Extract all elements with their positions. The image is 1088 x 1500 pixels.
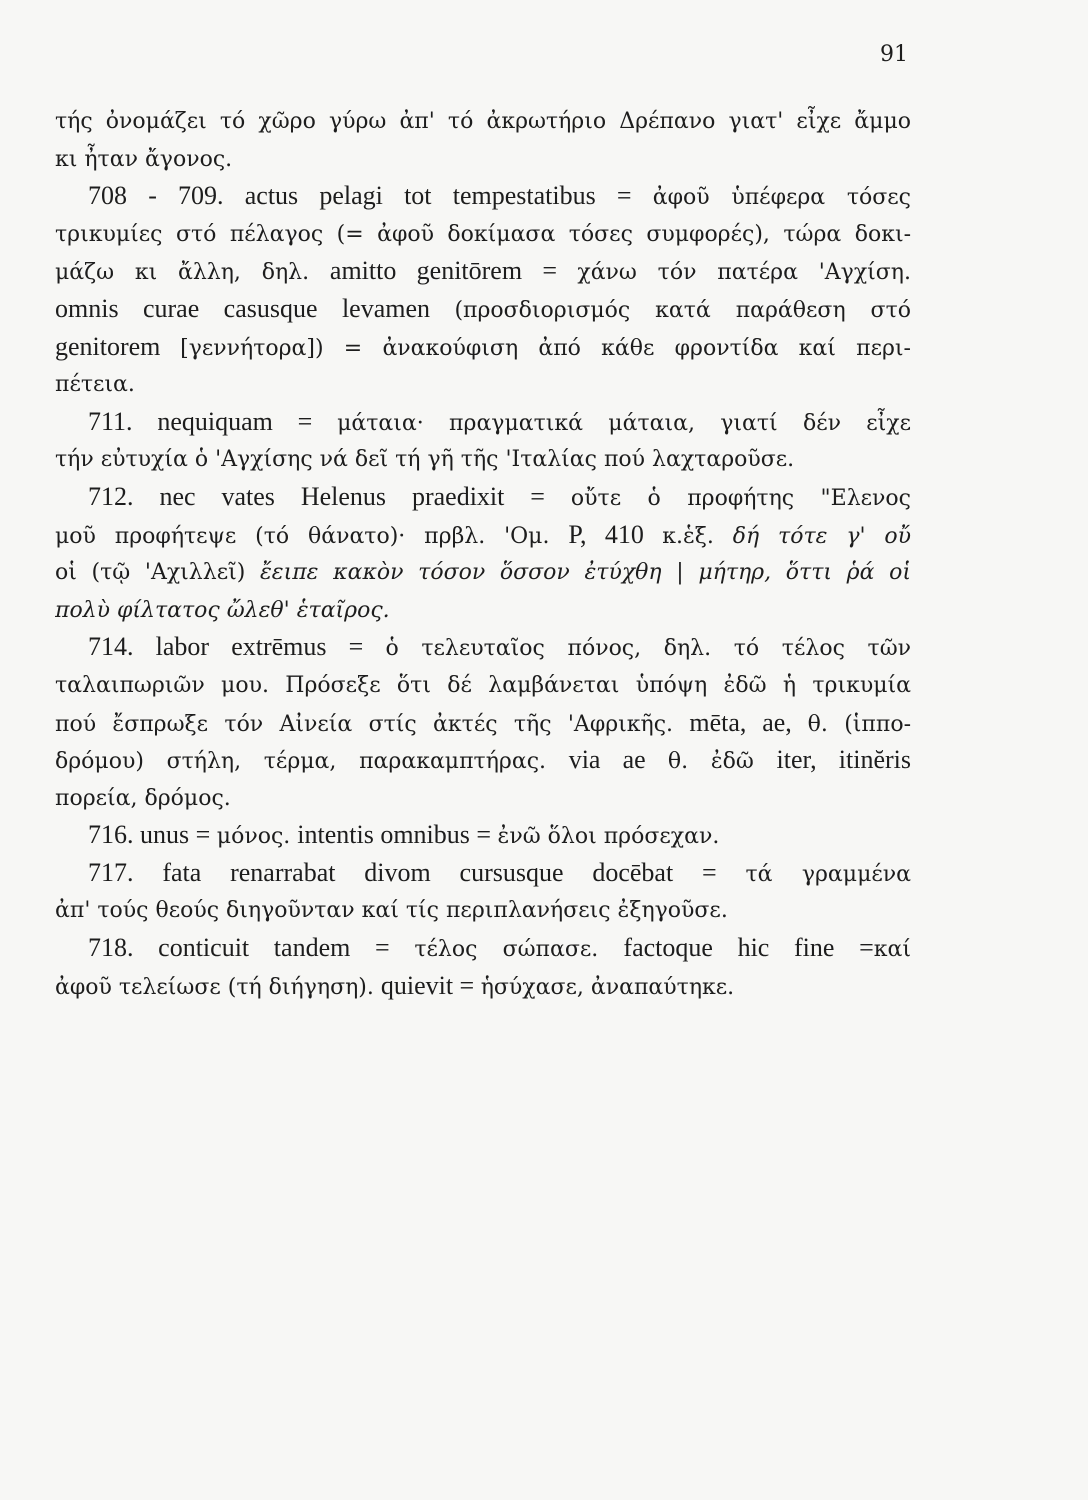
- text-segment: [γεννήτορα]) = ἀνακούφιση ἀπό κάθε φροντίδα καί περι-: [180, 335, 911, 361]
- page-number: 91: [880, 42, 908, 67]
- text-segment: οἱ (τῷ 'Αχιλλεῖ): [55, 560, 260, 586]
- text-line: [55, 403, 911, 441]
- text-segment: iter, itinĕris: [776, 745, 911, 775]
- text-line: [55, 967, 911, 1005]
- text-segment: κι ἦταν ἄγονος.: [55, 146, 233, 172]
- text-segment: ἡσύχασε, ἀναπαύτηκε.: [480, 974, 735, 1000]
- text-line: [55, 854, 911, 892]
- text-segment: intentis omnibus =: [297, 820, 498, 850]
- text-line: [55, 628, 911, 666]
- text-segment: amitto genitōrem =: [329, 256, 578, 286]
- text-segment: ἐνῶ ὅλοι πρόσεχαν.: [497, 824, 720, 850]
- text-segment: ἀφοῦ τελείωσε (τή διήγηση).: [55, 974, 381, 1000]
- text-segment: τά γραμμένα: [745, 861, 911, 887]
- text-segment: οὔτε ὁ προφήτης "Ελενος: [570, 485, 911, 511]
- text-segment: quievit =: [380, 970, 481, 1000]
- text-line: [55, 741, 911, 779]
- text-line: [55, 328, 911, 366]
- text-segment: factoque hic fine =: [623, 933, 874, 963]
- text-segment: μόνος.: [216, 824, 298, 850]
- text-segment: χάνω τόν πατέρα 'Αγχίση.: [577, 260, 911, 286]
- text-segment: 712. nec vates Helenus praedixit =: [88, 481, 571, 511]
- text-segment: μάζω κι ἄλλη, δηλ.: [55, 260, 330, 286]
- text-line: [55, 215, 911, 253]
- text-line: [55, 779, 911, 817]
- text-segment: πολὺ φίλτατος ὤλεθ' ἑταῖρος.: [55, 597, 390, 623]
- text-segment: πού ἔσπρωξε τόν Αἰνεία στίς ἀκτές τῆς 'Αφρικῆς.: [55, 711, 690, 737]
- text-segment: 718. conticuit tandem =: [88, 933, 415, 963]
- text-segment: P, 410: [568, 519, 663, 549]
- text-line: [55, 290, 911, 328]
- text-segment: genitorem: [55, 331, 181, 361]
- text-segment: 716. unus =: [88, 820, 217, 850]
- text-segment: μοῦ προφήτεψε (τό θάνατο)· πρβλ. 'Ομ.: [55, 523, 569, 549]
- text-line: [55, 177, 911, 215]
- text-segment: πορεία, δρόμος.: [55, 785, 231, 811]
- text-segment: τήν εὐτυχία ὁ 'Αγχίσης νά δεῖ τή γῆ τῆς 'Ιταλίας πού λαχταροῦσε.: [55, 447, 795, 473]
- text-segment: δή τότε γ' οὔ: [732, 523, 911, 549]
- text-line: [55, 553, 911, 591]
- text-segment: καί: [873, 937, 911, 963]
- text-segment: 714. labor extrēmus =: [88, 632, 386, 662]
- text-segment: ἔειπε κακὸν τόσον ὅσσον ἐτύχθη | μήτηρ, ὅττι ῥά οἱ: [259, 560, 911, 586]
- text-line: [55, 252, 911, 290]
- text-line: [55, 516, 911, 554]
- text-segment: κ.ἑξ.: [662, 523, 733, 549]
- text-line: [55, 929, 911, 967]
- text-segment: via ae: [568, 745, 668, 775]
- text-segment: mēta, ae,: [689, 707, 808, 737]
- text-line: [55, 591, 911, 629]
- text-segment: τέλος σώπασε.: [414, 937, 624, 963]
- text-segment: (προσδιορισμός κατά παράθεση στό: [454, 297, 911, 323]
- text-segment: ταλαιπωριῶν μου. Πρόσεξε ὅτι δέ λαμβάνεται ὑπόψη ἐδῶ ἡ τρικυμία: [55, 672, 911, 698]
- text-segment: omnis curae casusque levamen: [55, 293, 455, 323]
- text-line: [55, 666, 911, 704]
- text-line: [55, 891, 911, 929]
- text-segment: 717. fata renarrabat divom cursusque docēbat =: [88, 857, 746, 887]
- text-segment: θ. (ἱππο-: [807, 711, 911, 737]
- text-segment: ἀφοῦ ὑπέφερα τόσες: [652, 185, 911, 211]
- text-segment: τής ὀνομάζει τό χῶρο γύρω ἀπ' τό ἀκρωτήριο Δρέπανο γιατ' εἶχε ἄμμο: [55, 109, 911, 134]
- text-segment: δρόμου) στήλη, τέρμα, παρακαμπτήρας.: [55, 749, 569, 775]
- text-line: [55, 816, 911, 854]
- text-segment: πέτεια.: [55, 372, 135, 398]
- text-line: [55, 102, 911, 140]
- text-line: [55, 704, 911, 742]
- text-segment: ὁ τελευταῖος πόνος, δηλ. τό τέλος τῶν: [385, 636, 911, 662]
- text-line: [55, 478, 911, 516]
- text-segment: ἀπ' τούς θεούς διηγοῦνταν καί τίς περιπλανήσεις ἐξηγοῦσε.: [55, 898, 728, 924]
- commentary-text-block: [55, 102, 911, 1004]
- text-segment: 708 - 709. actus pelagi tot tempestatibus =: [88, 181, 653, 211]
- text-segment: 711. nequiquam =: [88, 406, 338, 436]
- text-line: [55, 365, 911, 403]
- text-segment: τρικυμίες στό πέλαγος (= ἀφοῦ δοκίμασα τόσες συμφορές), τώρα δοκι-: [55, 221, 911, 247]
- text-line: [55, 140, 911, 178]
- text-segment: θ. ἐδῶ: [667, 749, 777, 775]
- text-line: [55, 440, 911, 478]
- text-segment: μάταια· πραγματικά μάταια, γιατί δέν εἶχε: [337, 410, 911, 436]
